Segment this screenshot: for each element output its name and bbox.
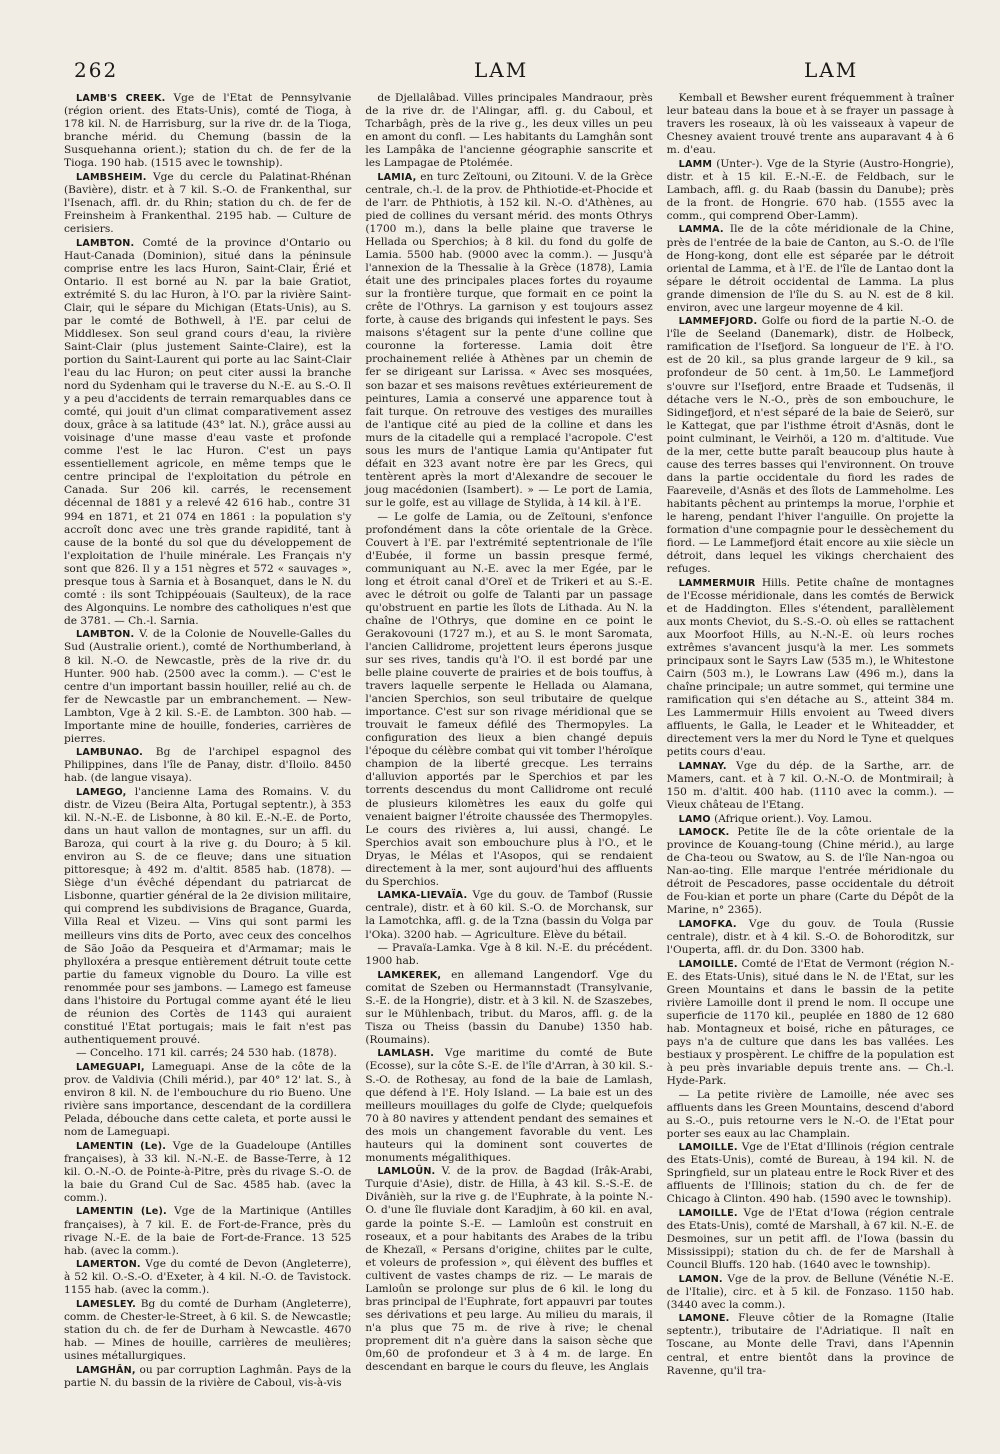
dictionary-entry xyxy=(365,1165,652,1374)
dictionary-entry xyxy=(667,1312,954,1377)
column-right xyxy=(667,92,954,1390)
entry-text: Vge du gouv. de Tambof (Russie centrale), distr. et à 60 kil. S.-O. de Morchansk, sur la Lamotchka, affl. g. de la Tzna (bassin du Volga par l'Oka). 3200 hab. — Agriculture. Elève du bétail. xyxy=(365,889,653,941)
dictionary-entry xyxy=(667,1207,954,1272)
entry-text: Vge du dép. de la Sarthe, arr. de Mamers, cant. et à 7 kil. O.-N.-O. de Montmirail; à 150 m. d'altit. 400 hab. (1110 avec la comm.). — Vieux château de l'Etang. xyxy=(666,759,954,812)
entry-headword: LAMONE. xyxy=(678,1313,730,1325)
entry-headword: LAMOILLE. xyxy=(678,958,738,970)
entry-headword: LAMLOÛN. xyxy=(377,1166,436,1178)
entry-text: Petite île de la côte orientale de la province de Kouang-toung (Chine mérid.), au large de Cha-teou ou Swatow, au S. de l'île Nan-ngoa ou Nan-ao-ting. Elle marque l'entrée méridionale du détroit de Pescadores, passe occidentale du détroit de Fou-kian et porte un phare (Carte du Dépôt de la Marine, n° 2365). xyxy=(666,826,954,917)
entry-headword: LAMKA-LIEVAÏA. xyxy=(377,890,468,902)
entry-text: Vge de l'Etat de Pennsylvanie (région orient. des Etats-Unis), comté de Tioga, à 178 kil. N. de Harrisburg, sur la rive dr. de la Tioga, branche mérid. du Chemung (bassin de la Susquehanna orient.); station du ch. de fer de la Tioga. 190 hab. (1515 avec le township). xyxy=(64,92,352,170)
dictionary-entry xyxy=(667,1273,954,1312)
entry-text: Vge maritime du comté de Bute (Ecosse), sur la côte S.-E. de l'île d'Arran, à 30 kil. S.-S.-O. de Rothesay, au fond de la baie de Lamlash, que défend à l'E. Holy Island. — La baie est un des meilleurs mouillages du golfe de Clyde; quelquefois 70 à 80 navires y attendent pendant des semaines et des mois un changement favorable du vent. Les hauteurs qui la dominent sont couvertes de monuments mégalithiques. xyxy=(365,1047,653,1164)
dictionary-entry xyxy=(667,1089,954,1141)
entry-headword: LAMMA. xyxy=(678,224,724,236)
entry-headword: LAMOCK. xyxy=(678,827,730,839)
entry-headword: LAMGHÂN, xyxy=(76,1364,136,1376)
dictionary-entry xyxy=(667,918,954,957)
dictionary-entry xyxy=(64,1140,351,1205)
entry-headword: LAMO xyxy=(678,813,711,825)
dictionary-entry xyxy=(667,958,954,1088)
entry-text: Comté de la province d'Ontario ou Haut-Canada (Dominion), situé dans la péninsule comprise entre les lacs Huron, Saint-Clair, Érié et Ontario. Il est borné au N. par la baie Gratiot, extrémité S. du lac Huron, à l'O. par la rivière Saint-Clair, qui le sépare du Michigan (Etats-Unis), au S. par le comté de Bothwell, à l'E. par celui de Middlesex. Son seul grand cours d'eau, la rivière Saint-Clair (plus justement Sainte-Claire), est la portion du Saint-Laurent qui porte au lac Saint-Clair l'eau du lac Huron; on peut citer aussi la branche nord du Sydenham qui le traverse du N.-E. au S.-O. Il y a peu d'accidents de terrain remarquables dans ce comté, qui jouit d'un climat comparativement assez doux, grâce à sa latitude (43° lat. N.), grâce aussi au voisinage d'une masse d'eau vaste et profonde comme l'est le lac Huron. C'est un pays essentiellement agricole, en même temps que le centre principal de l'exploitation du pétrole en Canada. Sur 206 kil. carrés, le recensement décennal de 1881 y a relevé 42 616 hab., contre 31 994 en 1871, et 21 074 en 1861 : la population s'y accroît donc avec une très grande rapidité, tant à cause de la bonté du sol que du développement de l'exploitation de l'huile minérale. Les Français n'y sont que 826. Il y a 151 nègres et 572 « sauvages », presque tous à Sarnia et à Bosanquet, dans le N. du comté : ils sont Tchippéouais (Saulteux), de la race des Algonquins. Le nombre des catholiques n'est que de 3781. — Ch.-l. Sarnia. xyxy=(64,236,352,627)
entry-headword: LAMENTIN (Le). xyxy=(76,1140,167,1152)
entry-headword: LAMBSHEIM. xyxy=(76,171,147,183)
dictionary-entry xyxy=(365,171,652,510)
entry-headword: LAMEGO, xyxy=(76,786,127,798)
entry-text: Golfe ou fiord de la partie N.-O. de l'île de Seeland (Danemark), distr. de Holbeck, ramification de l'Isefjord. Sa longueur de l'E. à l'O. est de 20 kil., sa plus grande largeur de 9 kil., sa profondeur de 50 cent. à 1m,50. Le Lammefjord s'ouvre sur l'Isefjord, entre Braade et Tudsenäs, il détache vers le N.-O., près de son embouchure, le Sidingefjord, et n'est séparé de la baie de Seierö, sur le Kattegat, que par l'isthme étroit d'Asnäs, dont le point culminant, le Veirhöi, a 120 m. d'altitude. Vue de la mer, cette butte paraît beaucoup plus haute à cause des terres basses qui l'environnent. On trouve dans la partie occidentale du fiord les rades de Faareveile, d'Asnäs et des îlots de Lammeholme. Les habitants pêchent au printemps la morue, l'orphie et le hareng, pendant l'hiver l'anguille. On projette la formation d'une compagnie pour le dessèchement du fiord. — Le Lammefjord était encore au xiie siècle un détroit, dans lequel les vikings cherchaient des refuges. xyxy=(666,315,954,576)
entry-text: Vge de la Martinique (Antilles françaises), à 7 kil. E. de Fort-de-France, près du rivage N.-E. de la baie de Fort-de-France. 13 525 hab. (avec la comm.). xyxy=(64,1205,352,1257)
entry-headword: LAMLASH. xyxy=(377,1048,435,1060)
dictionary-entry xyxy=(64,1298,351,1363)
entry-headword: LAMOFKA. xyxy=(678,918,737,930)
entry-text: Bg du comté de Durham (Angleterre), comm. de Chester-le-Street, à 6 kil. S. de Newcastle; station du ch. de fer de Durham à Newcastle. 4670 hab. — Mines de houille, carrières de meulières; usines métallurgiques. xyxy=(64,1297,352,1362)
entry-text: en turc Zeïtouni, ou Zitouni. V. de la Grèce centrale, ch.-l. de la prov. de Phthiotide-et-Phocide et de l'arr. de Phthiotis, à 152 kil. N.-O. d'Athènes, au pied de collines du versant mérid. des monts Othrys (1700 m.), dans la belle plaine que traverse le Hellada ou Sperchios; à 8 kil. du fond du golfe de Lamia. 5500 hab. (9000 avec la comm.). — Jusqu'à l'annexion de la Thessalie à la Grèce (1878), Lamia était une des principales places fortes du royaume sur la frontière turque, que formait en ce point la crête de l'Othrys. La garnison y est toujours assez forte, à cause des brigands qui infestent le pays. Ses maisons s'étagent sur la pente d'une colline que couronne la forteresse. Lamia doit être prochainement reliée à Athènes par un chemin de fer se dirigeant sur Larissa. « Avec ses mosquées, son bazar et ses maisons revêtues extérieurement de peintures, Lamia a conservé une apparence tout à fait turque. On retrouve des vestiges des murailles de l'antique cité au pied de la colline et dans les murs de la citadelle qui a remplacé l'acropole. C'est sous les murs de l'antique Lamia qu'Antipater fut défait en 323 avant notre ère par les Grecs, qui tentèrent après la mort d'Alexandre de secouer le joug macédonien (Isambert). » — Le port de Lamia, sur le golfe, est au village de Stylida, à 14 kil. à l'E. xyxy=(365,170,653,509)
dictionary-entry xyxy=(667,92,954,157)
entry-headword: LAMBUNAO. xyxy=(76,747,144,759)
entry-text: Vge de l'Etat d'Iowa (région centrale des Etats-Unis), comté de Marshall, à 67 kil. N.-E. de Desmoines, sur un petit affl. de l'Iowa (bassin du Mississippi); station du ch. de fer de Marshall à Council Bluffs. 120 hab. (1640 avec le township). xyxy=(666,1206,954,1272)
entry-text: de Djellalâbad. Villes principales Mandraour, près de la rive dr. de l'Alingar, affl. g. du Caboul, et Tcharbâgh, près de la rive g., les deux villes un peu en amont du confl. — Les habitants du Lamghân sont les Lampâka de l'ancienne géographie sanscrite et les Lampagae de Ptolémée. xyxy=(365,92,653,170)
dictionary-entry xyxy=(64,1061,351,1139)
entry-text: — Pravaïa-Lamka. Vge à 8 kil. N.-E. du précédent. 1900 hab. xyxy=(365,942,653,968)
dictionary-entry xyxy=(365,889,652,941)
dictionary-entry xyxy=(667,760,954,812)
dictionary-entry xyxy=(667,1141,954,1206)
entry-headword: LAMBTON. xyxy=(76,629,135,641)
dictionary-entry xyxy=(64,237,351,628)
entry-text: l'ancienne Lama des Romains. V. du distr. de Vizeu (Beira Alta, Portugal septentr.), à 353 kil. N.-N.-E. de Lisbonne, à 80 kil. E.-N.-E. de Porto, dans un haut vallon de montagnes, sur un affl. du Baroza, qui court à la rive g. du Douro; à 5 kil. environ au S. de ce fleuve; dans une situation pittoresque; à 492 m. d'altit. 8585 hab. (1878). — Siège d'un évêché dépendant du patriarcat de Lisbonne, quartier général de la 2e division militaire, qui comprend les subdivisions de Bragance, Guarda, Villa Real et Vizeu. — Vins qui sont parmi les meilleurs vins dits de Porto, avec ceux des concelhos de São João da Pesqueira et d'Armamar; mais le phylloxéra a presque entièrement détruit toute cette partie du fameux vignoble du Douro. La ville est renommée pour ses jambons. — Lamego est fameuse dans l'histoire du Portugal comme ayant été le lieu de réunion des Cortès de 1143 qui auraient constitué l'Etat portugais; mais le fait n'est pas authentiquement prouvé. xyxy=(64,785,352,1046)
dictionary-entry xyxy=(64,171,351,236)
dictionary-entry xyxy=(667,813,954,826)
entry-text: Ile de la côte méridionale de la Chine, près de l'entrée de la baie de Canton, au S.-O. de l'île de Hong-kong, dont elle est séparée par le détroit oriental de Lamma, et à l'E. de l'île de Lantao dont la sépare le détroit occidental de Lamma. La plus grande dimension de l'île du S. au N. est de 8 kil. environ, avec une largeur moyenne de 4 kil. xyxy=(666,223,954,314)
entry-headword: LAMOILLE. xyxy=(678,1142,738,1154)
entry-text: Fleuve côtier de la Romagne (Italie septentr.), tributaire de l'Adriatique. Il naît en Toscane, au Monte delle Travi, dans l'Apennin central, et entre bientôt dans la province de Ravenne, qu'il tra- xyxy=(666,1312,954,1377)
entry-text: (Afrique orient.). Voy. Lamou. xyxy=(710,812,873,825)
entry-text: Lameguapi. Anse de la côte de la prov. de Valdivia (Chili mérid.), par 40° 12' lat. S., à environ 8 kil. N. de l'embouchure du rio Bueno. Une rivière sans importance, descendant de la cordillera Pelada, débouche dans cette caleta, et porte aussi le nom de Lameguapi. xyxy=(64,1060,352,1139)
dictionary-entry xyxy=(64,92,351,170)
entry-text: (Unter-). Vge de la Styrie (Austro-Hongrie), distr. et à 15 kil. E.-N.-E. de Feldbach, sur le Lambach, affl. g. du Raab (bassin du Danube); près de la front. de Hongrie. 670 hab. (1555 avec la comm., qui comprend Ober-Lamm). xyxy=(666,157,954,222)
dictionary-entry xyxy=(365,942,652,968)
dictionary-entry xyxy=(64,1258,351,1297)
entry-headword: LAMB'S CREEK. xyxy=(76,93,166,104)
dictionary-entry xyxy=(365,92,652,170)
dictionary-entry xyxy=(64,1364,351,1390)
entry-headword: LAMENTIN (Le). xyxy=(76,1206,167,1218)
entry-text: Vge de la prov. de Bellune (Vénétie N.-E. de l'Italie), circ. et à 5 kil. de Fonzaso. 1150 hab. (3440 avec la comm.). xyxy=(666,1272,954,1311)
dictionary-entry xyxy=(667,826,954,917)
entry-headword: LAMMEFJORD. xyxy=(678,316,758,328)
entry-text: V. de la Colonie de Nouvelle-Galles du Sud (Australie orient.), comté de Northumberland, à 8 kil. N.-O. de Newcastle, près de la rive dr. du Hunter. 900 hab. (2500 avec la comm.). — C'est le centre d'un important bassin houiller, relié au ch. de fer de Newcastle par un embranchement. — New-Lambton, Vge à 2 kil. S.-E. de Lambton. 300 hab. — Importante mine de houille, fonderies, carrières de pierres. xyxy=(64,628,352,745)
entry-text: Kemball et Bewsher eurent fréquemment à traîner leur bateau dans la boue et à se frayer un passage à travers les roseaux, là où les vaisseaux à vapeur de Chesney avaient trouvé trente ans auparavant 4 à 6 m. d'eau. xyxy=(666,92,954,157)
dictionary-entry xyxy=(365,969,652,1047)
entry-headword: LAMBTON. xyxy=(76,237,135,249)
entry-text: V. de la prov. de Bagdad (Irâk-Arabi, Turquie d'Asie), distr. de Hilla, à 43 kil. S.-S.-E. de Divânièh, sur la rive g. de l'Euphrate, à la pointe N.-O. d'une île fluviale dont Karadjim, à 60 kil. en aval, garde la pointe S.-E. — Lamloûn est construit en roseaux, et a pour habitants des Arabes de la tribu de Khezaïl, « Persans d'origine, chiites par le culte, et voleurs de profession », qui élèvent des buffles et cultivent de vastes champs de riz. — Le marais de Lamloûn se prolonge sur plus de 6 kil. le long du bras principal de l'Euphrate, fort appauvri par toutes ses dérivations et peu large. Au milieu du marais, il n'a plus que 75 m. de rive à rive; le chenal proprement dit n'a guère dans la saison sèche que 0m,60 de profondeur et 3 à 4 m. de large. En descendant en barque le cours du fleuve, les Anglais xyxy=(365,1165,653,1374)
entry-text: Vge de la Guadeloupe (Antilles françaises), à 33 kil. N.-N.-E. de Basse-Terre, à 12 kil. O.-N.-O. de Pointe-à-Pitre, près du rivage S.-O. de la baie du Grand Cul de Sac. 4585 hab. (avec la comm.). xyxy=(64,1139,352,1204)
dictionary-entry xyxy=(667,158,954,223)
entry-headword: LAMON. xyxy=(678,1273,723,1285)
running-head-center: LAM xyxy=(474,58,529,82)
entry-headword: LAMKEREK, xyxy=(377,969,442,981)
entry-text: Vge du comté de Devon (Angleterre), à 52 kil. O.-S.-O. d'Exeter, à 4 kil. N.-O. de Tavistock. 1155 hab. (avec la comm.). xyxy=(64,1258,352,1297)
running-head-right: LAM xyxy=(804,58,859,82)
entry-headword: LAMIA, xyxy=(377,171,417,183)
entry-text: Vge du cercle du Palatinat-Rhénan (Bavière), distr. et à 7 kil. S.-O. de Frankenthal, sur l'Isenach, affl. dr. du Rhin; station du ch. de fer de Freinsheim à Frankenthal. 2195 hab. — Culture de cerisiers. xyxy=(64,170,352,235)
dictionary-entry xyxy=(667,577,954,760)
dictionary-entry xyxy=(365,511,652,889)
entry-text: Comté de l'Etat de Vermont (région N.-E. des Etats-Unis), situé dans le N. de l'Etat, sur les Green Mountains et dans le bassin de la petite rivière Lamoille dont il prend le nom. Il occupe une superficie de 1170 kil., peuplée en 1880 de 12 680 hab. Montagneux et boisé, riche en pâturages, ce pays n'a de culture que dans les bas vallées. Les bestiaux y prospèrent. Le chiffre de la population est à peu près invariable depuis trente ans. — Ch.-l. Hyde-Park. xyxy=(666,957,954,1088)
entry-text: Vge de l'Etat d'Illinois (région centrale des Etats-Unis), comté de Bureau, à 194 kil. N. de Springfield, sur un plateau entre le Rock River et des affluents de l'Illinois; station du ch. de fer de Chicago à Clinton. 490 hab. (1590 avec le township). xyxy=(666,1141,954,1206)
entry-headword: LAMNAY. xyxy=(678,760,727,772)
dictionary-entry xyxy=(667,315,954,576)
running-header xyxy=(64,58,954,88)
entry-text: Bg de l'archipel espagnol des Philippines, dans l'île de Panay, distr. d'Iloilo. 8450 hab. (de langue visaya). xyxy=(64,746,352,785)
entry-headword: LAMM xyxy=(678,158,713,170)
column-middle xyxy=(365,92,652,1390)
column-left xyxy=(64,92,351,1390)
page-number: 262 xyxy=(74,58,119,82)
entry-text: ou par corruption Laghmân. Pays de la partie N. du bassin de la rivière de Caboul, vis-à-vis xyxy=(64,1363,352,1389)
dictionary-entry xyxy=(64,1047,351,1060)
entry-headword: LAMMERMUIR xyxy=(678,577,756,589)
entry-text: Hills. Petite chaîne de montagnes de l'Ecosse méridionale, dans les comtés de Berwick et de Haddington. Elles s'étendent, parallèlement aux monts Cheviot, du S.-S.-O. où elles se rattachent aux Moorfoot Hills, au N.-N.-E. où leurs roches extrêmes s'avancent jusqu'à la mer. Les sommets principaux sont le Sayrs Law (535 m.), le Whitestone Cairn (503 m.), le Lowrans Law (496 m.), dans la chaîne principale; un autre sommet, qui termine une ramification qui s'en détache au S., atteint 384 m. Les Lammermuir Hills envoient au Tweed divers affluents, le Galla, le Leader et le Whiteadder, et directement vers la mer du Nord le Tyne et quelques petits cours d'eau. xyxy=(666,576,954,759)
entry-text: — Le golfe de Lamia, ou de Zeïtouni, s'enfonce profondément dans la côte orientale de la Grèce. Couvert à l'E. par l'extrémité septentrionale de l'île d'Eubée, il forme un bassin presque fermé, communiquant au N.-E. avec la mer Egée, par le long et étroit canal d'Oreï et de Trikeri et au S.-E. avec le détroit ou golfe de Talanti par un passage qu'obstruent en partie les îlots de Lithada. Au N. la chaîne de l'Othrys, que domine en ce point le Gerakovouni (1727 m.), et au S. le mont Saromata, l'ancien Callidrome, projettent leurs éperons jusque sur ses rives, tandis qu'à l'O. il est bordé par une belle plaine couverte de prairies et de bois touffus, à travers laquelle serpente le Hellada ou Alamana, l'ancien Sperchios, son seul tributaire de quelque importance. C'est sur son rivage méridional que se trouvait le fameux défilé des Thermopyles. La configuration des lieux a bien changé depuis l'époque du célèbre combat qui vit tomber l'héroïque champion de la liberté grecque. Les terrains d'alluvion apportés par le Sperchios et par les torrents descendus du mont Callidrome ont reculé de plusieurs kilomètres les eaux du golfe qui venaient baigner l'étroite chaussée des Thermopyles. Le cours des rivières a, lui aussi, changé. Le Sperchios avait son embouchure plus à l'O., et le Dryas, le Mélas et l'Asopos, qui se rendaient directement à la mer, sont aujourd'hui des affluents du Sperchios. xyxy=(365,510,653,888)
entry-text: Vge du gouv. de Toula (Russie centrale), distr. et à 4 kil. S.-O. de Bohoroditzk, sur l'Ouperta, affl. dr. du Don. 3300 hab. xyxy=(666,917,954,957)
entry-text: — Concelho. 171 kil. carrés; 24 530 hab. (1878). xyxy=(76,1047,337,1060)
dictionary-entry xyxy=(64,746,351,785)
entry-headword: LAMESLEY. xyxy=(76,1298,137,1310)
dictionary-entry xyxy=(64,628,351,745)
dictionary-entry xyxy=(64,786,351,1047)
dictionary-entry xyxy=(64,1205,351,1257)
entry-headword: LAMERTON. xyxy=(76,1259,141,1271)
dictionary-entry xyxy=(365,1047,652,1164)
entry-text: en allemand Langendorf. Vge du comitat de Szeben ou Hermannstadt (Transylvanie, S.-E. de la Hongrie), distr. et à 3 kil. N. de Szaszebes, sur le Mühlenbach, tribut. du Maros, affl. g. de la Tisza ou Theiss (bassin du Danube) 1350 hab. (Roumains). xyxy=(365,968,653,1046)
entry-headword: LAMOILLE. xyxy=(678,1207,738,1219)
text-columns xyxy=(64,92,954,1390)
entry-text: — La petite rivière de Lamoille, née avec ses affluents dans les Green Mountains, descend d'abord au S.-O., puis retourne vers le N.-O. de l'Etat pour porter ses eaux au lac Champlain. xyxy=(666,1088,954,1140)
dictionary-entry xyxy=(667,223,954,314)
entry-headword: LAMEGUAPI, xyxy=(76,1061,145,1073)
